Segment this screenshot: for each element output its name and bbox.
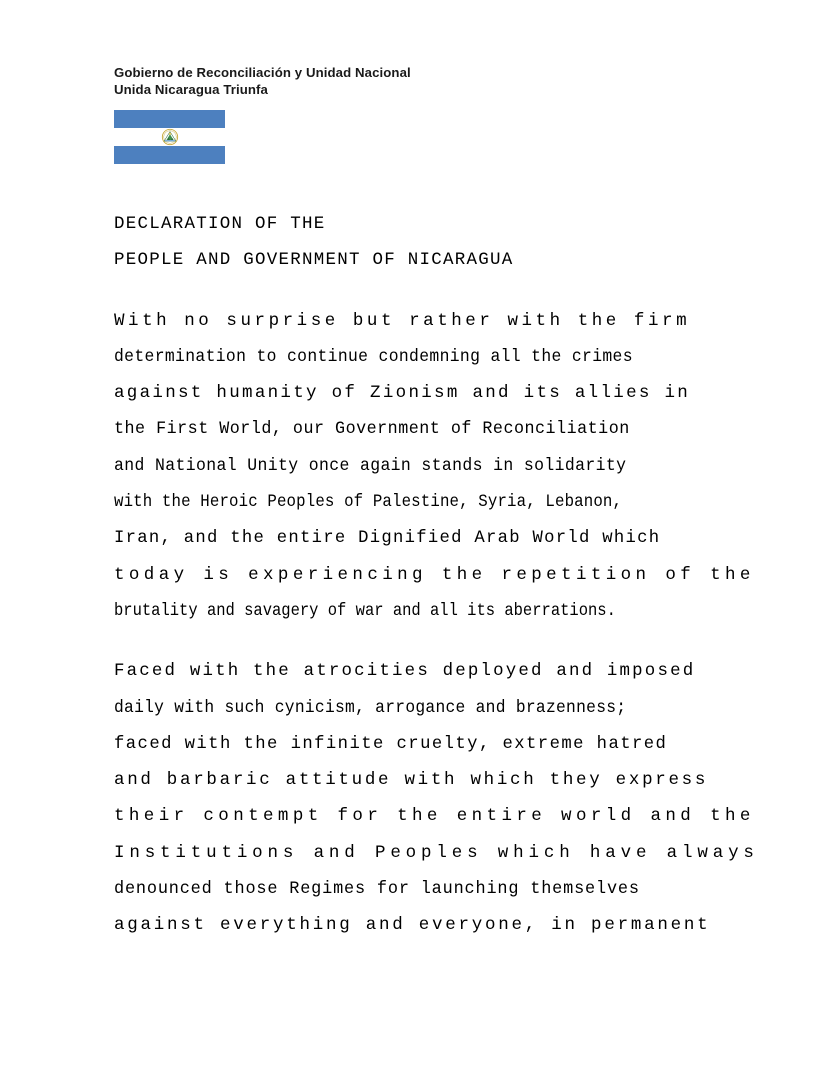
- declaration-body: [114, 206, 759, 944]
- letterhead-line-2: Unida Nicaragua Triunfa: [114, 82, 268, 97]
- letterhead: [114, 64, 714, 98]
- paragraph-line: determination to continue condemning all the crimes: [114, 346, 633, 367]
- declaration-title-line-1: DECLARATION OF THE: [114, 214, 326, 234]
- paragraph-line: faced with the infinite cruelty, extreme hatred: [114, 733, 668, 754]
- paragraph-line: and National Unity once again stands in solidarity: [114, 455, 627, 476]
- nicaragua-coat-of-arms-icon: [161, 128, 179, 146]
- paragraph-line: today is experiencing the repetition of the: [114, 564, 755, 585]
- paragraph-line: Faced with the atrocities deployed and imposed: [114, 661, 696, 682]
- paragraph-line: against everything and everyone, in permanent: [114, 915, 711, 936]
- paragraph-line: and barbaric attitude with which they express: [114, 770, 709, 791]
- paragraph-line: against humanity of Zionism and its allies in: [114, 383, 691, 404]
- nicaragua-flag-icon: [114, 110, 225, 164]
- paragraph-line: denounced those Regimes for launching themselves: [114, 879, 640, 900]
- paragraph: [114, 653, 759, 943]
- declaration-title-line-2: PEOPLE AND GOVERNMENT OF NICARAGUA: [114, 250, 514, 271]
- paragraph-container: [114, 303, 759, 944]
- paragraph-line: the First World, our Government of Reconciliation: [114, 419, 630, 440]
- letterhead-line-1: Gobierno de Reconciliación y Unidad Nacional: [114, 65, 411, 80]
- paragraph-line: daily with such cynicism, arrogance and brazenness;: [114, 697, 627, 718]
- paragraph-line: brutality and savagery of war and all its aberrations.: [114, 600, 616, 621]
- paragraph-line: Iran, and the entire Dignified Arab World which: [114, 528, 661, 549]
- flag-band-bottom: [114, 146, 225, 164]
- flag-band-top: [114, 110, 225, 128]
- paragraph-line: their contempt for the entire world and the: [114, 806, 755, 827]
- paragraph: [114, 303, 755, 630]
- paragraph-line: with the Heroic Peoples of Palestine, Syria, Lebanon,: [114, 492, 623, 513]
- paragraph-line: Institutions and Peoples which have always: [114, 842, 759, 863]
- paragraph-line: With no surprise but rather with the firm: [114, 310, 691, 331]
